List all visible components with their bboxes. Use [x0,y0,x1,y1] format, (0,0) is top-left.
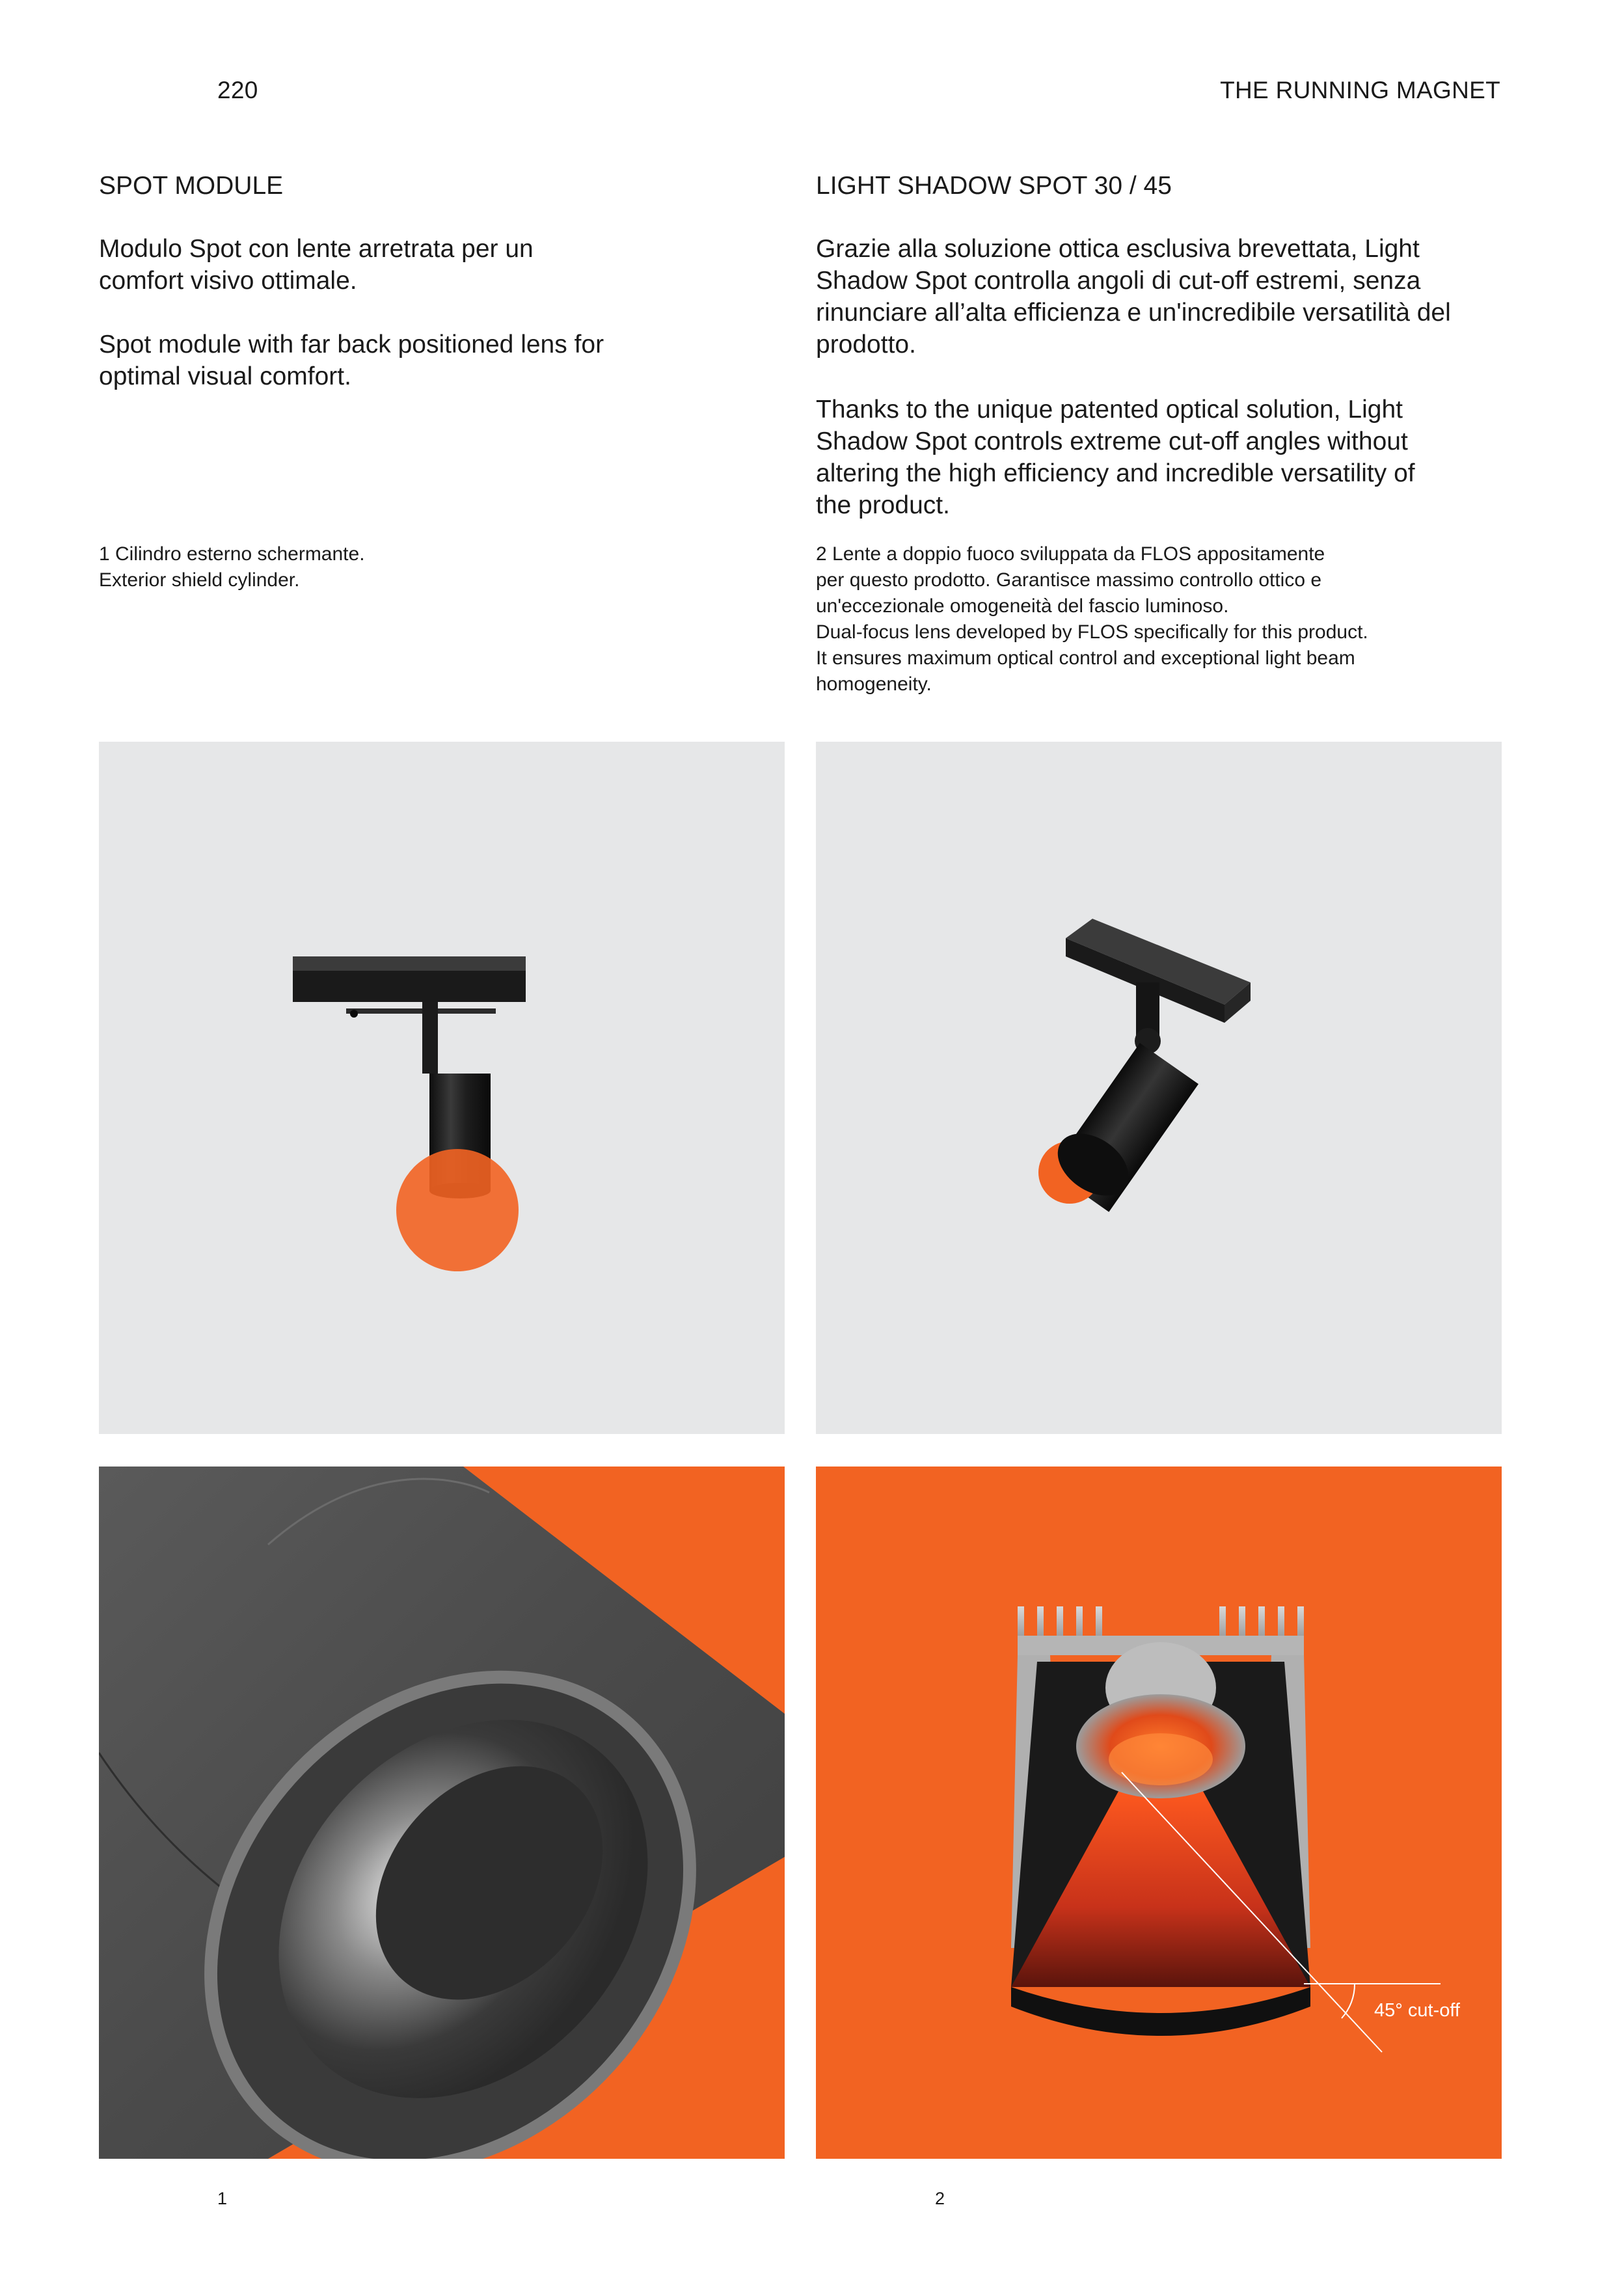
spot-module-text-it: Modulo Spot con lente arretrata per un comfort visivo ottimale. [99,235,534,295]
running-title: THE RUNNING MAGNET [1220,77,1500,103]
footnote-1: 1 [217,2189,228,2208]
light-shadow-spot-text-it: Grazie alla soluzione ottica esclusiva brevettata, Light Shadow Spot controlla angoli di cut-off estremi, senza rinunciare all’alta efficienza e un'incredibile versatilità del prodotto. [816,235,1451,358]
light-shadow-spot-title: LIGHT SHADOW SPOT 30 / 45 [816,172,1172,200]
light-dot-icon [396,1149,519,1271]
light-shadow-spot-text-en: Thanks to the unique patented optical solution, Light Shadow Spot controls extreme cut-off angles without altering the high efficiency and incredible versatility of the product. [816,396,1415,519]
shield-cylinder-illustration [99,1467,785,2159]
caption-2: 2 Lente a doppio fuoco sviluppata da FLOS appositamente per questo prodotto. Garantisce massimo controllo ottico e un'eccezionale omogeneità del fascio luminoso. Dual-focus lens developed by FLOS specifically for this product. It ensures maximum optical control and exceptional light beam homogeneity. [816,543,1368,695]
figure-dual-focus-lens-section [816,1467,1502,2159]
figure-light-shadow-spot-angled [816,742,1502,1434]
footnote-2: 2 [935,2189,945,2208]
spot-module-text-en: Spot module with far back positioned lens for optimal visual comfort. [99,331,604,390]
lens-section-illustration [816,1467,1502,2159]
angled-spot-illustration [816,742,1502,1434]
page-number: 220 [217,77,258,103]
caption-1: 1 Cilindro esterno schermante. Exterior shield cylinder. [99,543,365,591]
figure-exterior-shield-cylinder [99,1467,785,2159]
cutoff-label: 45° cut-off [1374,2000,1460,2021]
spot-module-illustration [99,742,785,1434]
figure-spot-module-front [99,742,785,1434]
spot-module-title: SPOT MODULE [99,172,284,200]
